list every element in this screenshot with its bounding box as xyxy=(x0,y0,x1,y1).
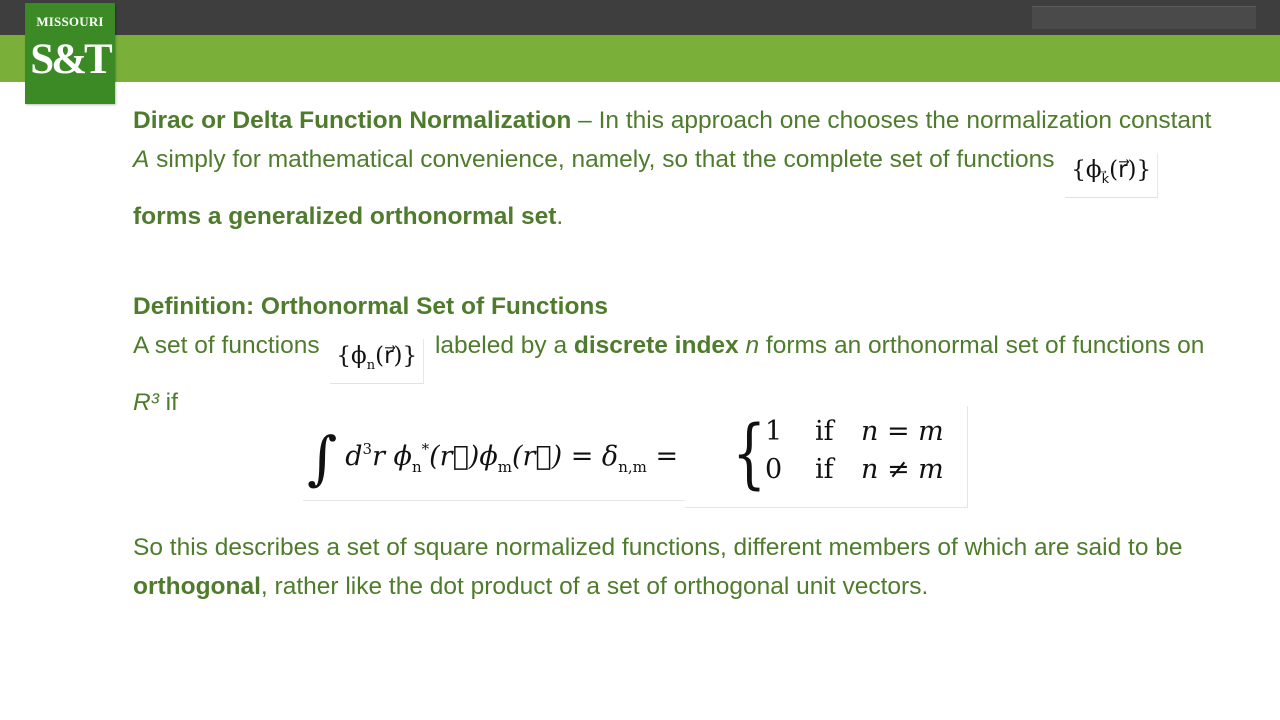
math-phi-n-rest: (r⃗)} xyxy=(375,342,418,369)
definition-heading: Definition: Orthonormal Set of Functions xyxy=(133,293,608,320)
p2-text-e: if xyxy=(158,388,178,416)
case2-condition: n ≠ m xyxy=(861,454,944,485)
case-row-not-equal xyxy=(765,454,944,485)
logo-top-text: MISSOURI xyxy=(36,14,104,29)
paragraph-orthogonal xyxy=(133,529,1213,606)
integral-sign: ∫ xyxy=(307,424,338,492)
logo-main-text: S&T xyxy=(30,36,110,83)
cases-brace: { xyxy=(732,408,767,497)
math-phi-k-rest: (r⃗)} xyxy=(1109,156,1152,183)
p3-text-b: , rather like the dot product of a set of orthogonal unit vectors. xyxy=(260,572,929,600)
case2-if: if xyxy=(815,454,834,485)
p2-text-d: forms an orthonormal set of functions on xyxy=(759,331,1205,359)
case-row-equal xyxy=(765,416,944,447)
eq-r-phi: r ϕ xyxy=(372,441,412,472)
p2-bold-discrete: discrete index xyxy=(573,331,739,359)
p2-text-a: A set of functions xyxy=(133,331,327,359)
paragraph-dirac-normalization xyxy=(133,102,1213,236)
dirac-heading: Dirac or Delta Function Normalization xyxy=(133,107,572,134)
p3-text-a: So this describes a set of square normalized functions, different members of which are said to be xyxy=(133,534,1183,561)
eq-equals: = xyxy=(646,441,679,472)
equation-edge-right xyxy=(685,507,967,508)
paragraph-definition xyxy=(133,288,1213,422)
eq-r-arg2: (r⃗) = δ xyxy=(511,441,619,472)
math-phi-k-sub: k⃗ xyxy=(1101,171,1110,187)
eq-sub-nm: n,m xyxy=(618,458,647,476)
var-n: n xyxy=(745,331,760,359)
math-phi-n-base: {ϕ xyxy=(336,342,367,369)
math-phi-k-set xyxy=(1065,153,1158,198)
p2-text-b: labeled by a xyxy=(428,331,574,359)
missouri-st-logo xyxy=(25,3,115,104)
green-banner xyxy=(0,35,1280,82)
orthonormality-equation xyxy=(303,406,967,507)
math-phi-k-base: {ϕ xyxy=(1071,156,1102,183)
p1-text-a: – In this approach one chooses the normalization constant xyxy=(571,107,1212,134)
eq-sub-m: m xyxy=(497,458,512,476)
case2-value: 0 xyxy=(765,454,783,485)
p3-bold-orthogonal: orthogonal xyxy=(133,572,261,600)
equation-lhs xyxy=(307,424,678,492)
p1-bold-tail: forms a generalized orthonormal set xyxy=(133,202,557,230)
p1-end: . xyxy=(556,202,564,230)
eq-sup-star: * xyxy=(421,440,430,458)
eq-sub-n: n xyxy=(411,458,422,476)
case1-value: 1 xyxy=(765,416,783,447)
math-phi-n-sub: n xyxy=(366,357,376,373)
eq-d: d xyxy=(345,441,363,472)
eq-d-sup: 3 xyxy=(362,440,373,458)
top-bar xyxy=(0,0,1280,35)
equation-edge-side xyxy=(967,406,968,508)
equation-edge-left xyxy=(303,500,685,501)
p1-text-b: simply for mathematical convenience, namely, so that the complete set of functions xyxy=(149,145,1062,173)
var-r3: R³ xyxy=(133,388,159,416)
top-bar-shade xyxy=(1032,6,1256,29)
case1-if: if xyxy=(815,416,834,447)
eq-r-arg1: (r⃗)ϕ xyxy=(429,441,498,472)
var-a: A xyxy=(133,145,150,173)
math-phi-n-set xyxy=(330,339,424,384)
case1-condition: n = m xyxy=(861,416,944,447)
